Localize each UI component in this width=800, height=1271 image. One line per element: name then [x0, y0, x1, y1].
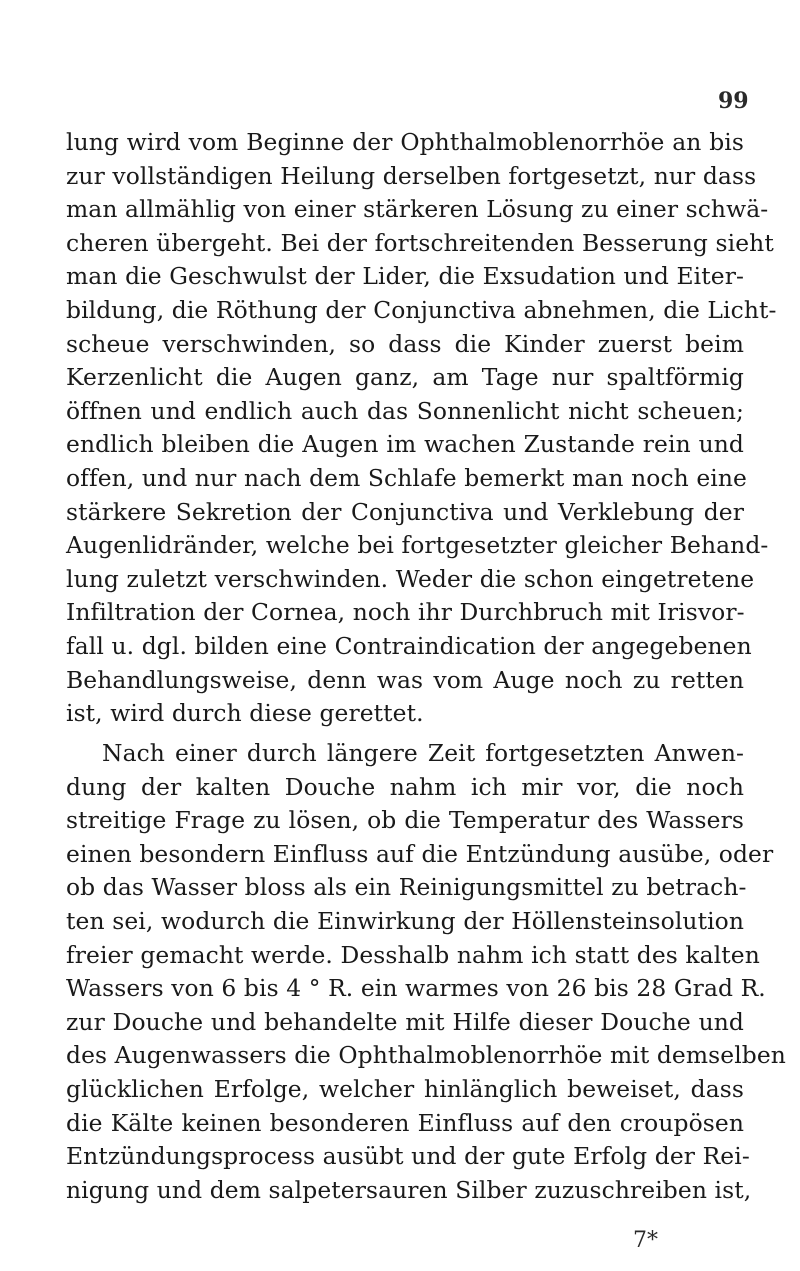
text-line: cheren übergeht. Bei der fortschreitenden Besserung sieht — [66, 228, 774, 257]
text-line: Behandlungsweise, denn was vom Auge noch zu retten — [66, 665, 744, 694]
text-line: einen besondern Einfluss auf die Entzündung ausübe, oder — [66, 839, 774, 868]
page-number: 99 — [718, 88, 749, 114]
text-line: Kerzenlicht die Augen ganz, am Tage nur spaltförmig — [66, 363, 744, 392]
text-line: man allmählig von einer stärkeren Lösung zu einer schwä- — [66, 195, 769, 224]
text-line: Nach einer durch längere Zeit fortgesetzten Anwen- — [102, 739, 744, 767]
text-line: nigung und dem salpetersauren Silber zuzuschreiben ist, — [66, 1175, 752, 1204]
text-line: Entzündungsprocess ausübt und der gute Erfolg der Rei- — [66, 1142, 750, 1171]
text-line: Augenlidränder, welche bei fortgesetzter gleicher Behand- — [66, 531, 769, 560]
paragraph-2 — [66, 737, 786, 1207]
text-line: scheue verschwinden, so dass die Kinder zuerst beim — [66, 329, 744, 358]
text-line: ist, wird durch diese gerettet. — [66, 699, 424, 728]
text-line: lung zuletzt verschwinden. Weder die schon eingetretene — [66, 564, 755, 593]
text-line: freier gemacht werde. Desshalb nahm ich statt des kalten — [66, 940, 760, 969]
text-line: Infiltration der Cornea, noch ihr Durchbruch mit Irisvor- — [66, 598, 745, 627]
text-line: streitige Frage zu lösen, ob die Temperatur des Wassers — [66, 806, 744, 835]
text-line: endlich bleiben die Augen im wachen Zustande rein und — [66, 430, 744, 459]
text-line: ob das Wasser bloss als ein Reinigungsmittel zu betrach- — [66, 873, 747, 902]
text-line: dung der kalten Douche nahm ich mir vor, die noch — [66, 772, 744, 801]
text-line: Wassers von 6 bis 4 ° R. ein warmes von 26 bis 28 Grad R. — [66, 974, 766, 1003]
text-line: offen, und nur nach dem Schlafe bemerkt man noch eine — [66, 463, 747, 492]
text-line: zur Douche und behandelte mit Hilfe dieser Douche und — [66, 1007, 744, 1036]
text-line: bildung, die Röthung der Conjunctiva abnehmen, die Licht- — [66, 295, 777, 324]
text-line: stärkere Sekretion der Conjunctiva und Verklebung der — [66, 497, 744, 526]
paragraph-1 — [66, 126, 777, 731]
text-line: lung wird vom Beginne der Ophthalmoblenorrhöe an bis — [66, 128, 744, 156]
text-line: fall u. dgl. bilden eine Contraindication der angegebenen — [66, 631, 752, 660]
text-line: ten sei, wodurch die Einwirkung der Höllensteinsolution — [66, 906, 744, 935]
text-line: die Kälte keinen besonderen Einfluss auf den croupösen — [66, 1108, 744, 1137]
text-line: man die Geschwulst der Lider, die Exsudation und Eiter- — [66, 262, 744, 291]
text-line: des Augenwassers die Ophthalmoblenorrhöe mit demselben — [66, 1041, 786, 1070]
signature-mark: 7* — [633, 1228, 658, 1253]
text-line: glücklichen Erfolge, welcher hinlänglich beweiset, dass — [66, 1074, 744, 1103]
text-line: zur vollständigen Heilung derselben fortgesetzt, nur dass — [66, 161, 757, 190]
text-line: öffnen und endlich auch das Sonnenlicht nicht scheuen; — [66, 396, 744, 425]
